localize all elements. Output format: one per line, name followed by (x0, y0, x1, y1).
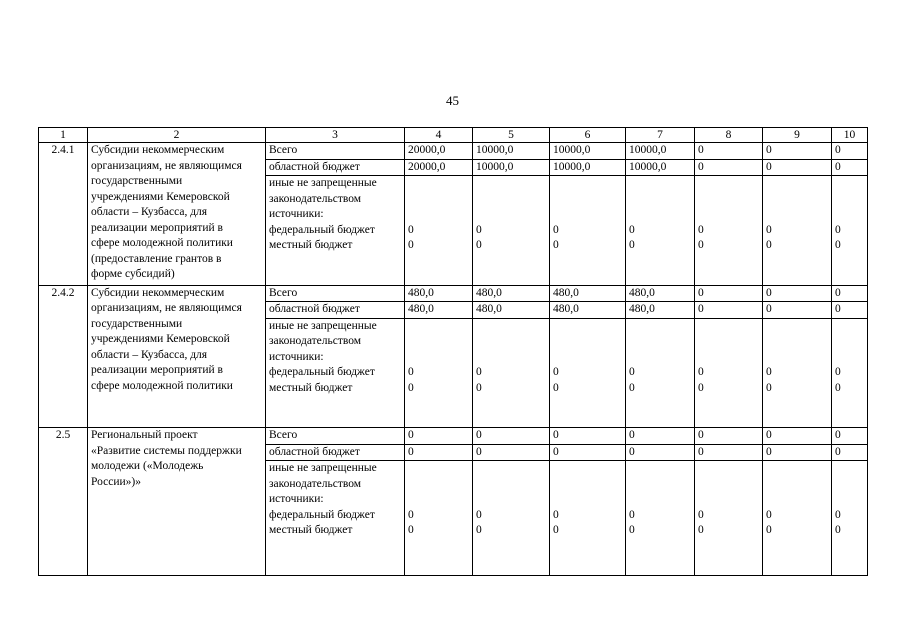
row-name-line: России»)» (91, 475, 141, 488)
row-name-line: Региональный проект (91, 429, 198, 441)
table-row (39, 285, 868, 302)
regional-value: 20000,0 (405, 159, 473, 176)
total-value: 0 (832, 143, 868, 160)
other-sources-cell (695, 318, 763, 428)
regional-value: 0 (763, 159, 832, 176)
local-value: 0 (698, 524, 704, 536)
local-value: 0 (476, 381, 482, 394)
total-value: 0 (626, 428, 695, 445)
federal-label: федеральный бюджет (269, 223, 375, 236)
header-cell: 4 (405, 128, 473, 143)
row-name-line: «Развитие системы поддержки (91, 444, 242, 457)
row-name-line: учреждениями Кемеровской (91, 333, 230, 345)
total-value: 0 (405, 428, 473, 445)
header-cell: 5 (473, 128, 550, 143)
other-sources-cell (695, 461, 763, 576)
other-sources-cell (832, 318, 868, 428)
source-label-regional: областной бюджет (266, 444, 405, 461)
total-value: 480,0 (626, 285, 695, 302)
source-label-other (266, 176, 405, 286)
other-sources-cell (550, 176, 626, 286)
row-name-line: области – Кузбасса, для (91, 206, 208, 218)
row-name-line: молодежи («Молодежь (91, 460, 204, 472)
row-name (88, 285, 266, 428)
other-label-line: источники: (269, 350, 324, 363)
other-label-line: источники: (269, 208, 324, 220)
row-name-line: реализации мероприятий в (91, 221, 223, 234)
local-value: 0 (835, 524, 841, 536)
other-sources-cell (405, 318, 473, 428)
local-value: 0 (766, 381, 772, 394)
regional-value: 0 (832, 302, 868, 319)
other-sources-cell (550, 318, 626, 428)
federal-value: 0 (835, 223, 841, 236)
regional-value: 480,0 (405, 302, 473, 319)
total-value: 480,0 (550, 285, 626, 302)
local-value: 0 (408, 381, 414, 394)
row-name (88, 143, 266, 286)
other-sources-cell (405, 176, 473, 286)
source-label-total: Всего (266, 143, 405, 160)
regional-value: 0 (550, 444, 626, 461)
federal-value: 0 (698, 508, 704, 521)
regional-value: 0 (832, 159, 868, 176)
local-value: 0 (766, 239, 772, 251)
header-cell: 8 (695, 128, 763, 143)
local-value: 0 (629, 239, 635, 251)
regional-value: 0 (405, 444, 473, 461)
row-name-line: (предоставление грантов в (91, 252, 222, 265)
local-value: 0 (835, 381, 841, 394)
header-cell: 7 (626, 128, 695, 143)
local-value: 0 (835, 239, 841, 251)
total-value: 0 (695, 428, 763, 445)
regional-value: 0 (695, 159, 763, 176)
federal-value: 0 (629, 366, 635, 378)
total-value: 10000,0 (550, 143, 626, 160)
header-cell: 3 (266, 128, 405, 143)
total-value: 0 (763, 285, 832, 302)
row-name-line: сфере молодежной политики (91, 237, 233, 249)
federal-value: 0 (766, 508, 772, 521)
row-name-line: реализации мероприятий в (91, 364, 223, 376)
row-name-line: организациям, не являющимся (91, 302, 242, 314)
other-sources-cell (763, 461, 832, 576)
source-label-regional: областной бюджет (266, 159, 405, 176)
total-value: 0 (832, 428, 868, 445)
row-name-line: Субсидии некоммерческим (91, 286, 225, 299)
row-name-line: учреждениями Кемеровской (91, 190, 230, 203)
federal-value: 0 (766, 223, 772, 236)
total-value: 0 (763, 143, 832, 160)
total-value: 480,0 (473, 285, 550, 302)
federal-value: 0 (408, 508, 414, 521)
local-value: 0 (698, 381, 704, 394)
federal-value: 0 (476, 223, 482, 236)
federal-value: 0 (476, 366, 482, 378)
header-cell: 6 (550, 128, 626, 143)
row-name-line: государственными (91, 317, 183, 330)
row-name-line: государственными (91, 175, 183, 187)
federal-value: 0 (553, 223, 559, 236)
regional-value: 0 (763, 444, 832, 461)
header-cell: 2 (88, 128, 266, 143)
federal-value: 0 (629, 223, 635, 236)
local-value: 0 (408, 524, 414, 536)
budget-table (38, 127, 868, 576)
regional-value: 10000,0 (550, 159, 626, 176)
regional-value: 10000,0 (473, 159, 550, 176)
other-sources-cell (763, 318, 832, 428)
other-sources-cell (832, 176, 868, 286)
other-sources-cell (405, 461, 473, 576)
row-name-line: сфере молодежной политики (91, 379, 233, 392)
regional-value: 10000,0 (626, 159, 695, 176)
local-value: 0 (553, 524, 559, 536)
source-label-other (266, 461, 405, 576)
row-code: 2.5 (39, 428, 88, 576)
federal-value: 0 (835, 366, 841, 378)
federal-value: 0 (408, 366, 414, 378)
federal-label: федеральный бюджет (269, 366, 375, 378)
other-sources-cell (473, 176, 550, 286)
other-sources-cell (473, 461, 550, 576)
federal-value: 0 (553, 366, 559, 378)
regional-value: 0 (695, 444, 763, 461)
federal-value: 0 (629, 508, 635, 521)
local-value: 0 (553, 381, 559, 394)
federal-value: 0 (835, 508, 841, 521)
total-value: 0 (695, 143, 763, 160)
local-value: 0 (408, 239, 414, 251)
other-label-line: иные не запрещенные (269, 177, 377, 189)
source-label-other (266, 318, 405, 428)
regional-value: 480,0 (626, 302, 695, 319)
local-value: 0 (766, 524, 772, 536)
federal-value: 0 (698, 366, 704, 378)
local-label: местный бюджет (269, 381, 353, 394)
federal-value: 0 (698, 223, 704, 236)
local-label: местный бюджет (269, 239, 353, 251)
row-name-line: форме субсидий) (91, 268, 175, 280)
other-label-line: иные не запрещенные (269, 462, 377, 474)
local-value: 0 (476, 524, 482, 536)
total-value: 10000,0 (473, 143, 550, 160)
local-value: 0 (698, 239, 704, 251)
page-number: 45 (446, 93, 459, 108)
total-value: 0 (695, 285, 763, 302)
federal-value: 0 (408, 223, 414, 236)
row-code: 2.4.2 (39, 285, 88, 428)
source-label-total: Всего (266, 285, 405, 302)
source-label-total: Всего (266, 428, 405, 445)
other-sources-cell (626, 318, 695, 428)
row-name-line: Субсидии некоммерческим (91, 144, 225, 156)
other-sources-cell (695, 176, 763, 286)
total-value: 480,0 (405, 285, 473, 302)
header-cell: 10 (832, 128, 868, 143)
total-value: 10000,0 (626, 143, 695, 160)
row-code: 2.4.1 (39, 143, 88, 286)
other-label-line: законодательством (269, 192, 362, 205)
other-sources-cell (763, 176, 832, 286)
total-value: 0 (832, 285, 868, 302)
other-sources-cell (832, 461, 868, 576)
other-label-line: законодательством (269, 335, 362, 347)
total-value: 0 (473, 428, 550, 445)
row-name-line: организациям, не являющимся (91, 159, 242, 172)
total-value: 20000,0 (405, 143, 473, 160)
local-value: 0 (629, 524, 635, 536)
source-label-regional: областной бюджет (266, 302, 405, 319)
other-sources-cell (626, 176, 695, 286)
regional-value: 0 (473, 444, 550, 461)
regional-value: 480,0 (473, 302, 550, 319)
other-label-line: законодательством (269, 477, 362, 490)
regional-value: 0 (832, 444, 868, 461)
table-row (39, 143, 868, 160)
local-value: 0 (629, 381, 635, 394)
regional-value: 0 (763, 302, 832, 319)
regional-value: 0 (626, 444, 695, 461)
local-label: местный бюджет (269, 524, 353, 536)
other-sources-cell (550, 461, 626, 576)
federal-value: 0 (476, 508, 482, 521)
header-cell: 9 (763, 128, 832, 143)
local-value: 0 (553, 239, 559, 251)
federal-label: федеральный бюджет (269, 508, 375, 521)
header-cell: 1 (39, 128, 88, 143)
regional-value: 480,0 (550, 302, 626, 319)
table-row (39, 428, 868, 445)
other-label-line: источники: (269, 493, 324, 505)
row-name-line: области – Кузбасса, для (91, 348, 208, 361)
other-sources-cell (473, 318, 550, 428)
total-value: 0 (550, 428, 626, 445)
federal-value: 0 (766, 366, 772, 378)
other-label-line: иные не запрещенные (269, 319, 377, 332)
other-sources-cell (626, 461, 695, 576)
regional-value: 0 (695, 302, 763, 319)
row-name (88, 428, 266, 576)
total-value: 0 (763, 428, 832, 445)
federal-value: 0 (553, 508, 559, 521)
header-row (39, 128, 868, 143)
local-value: 0 (476, 239, 482, 251)
